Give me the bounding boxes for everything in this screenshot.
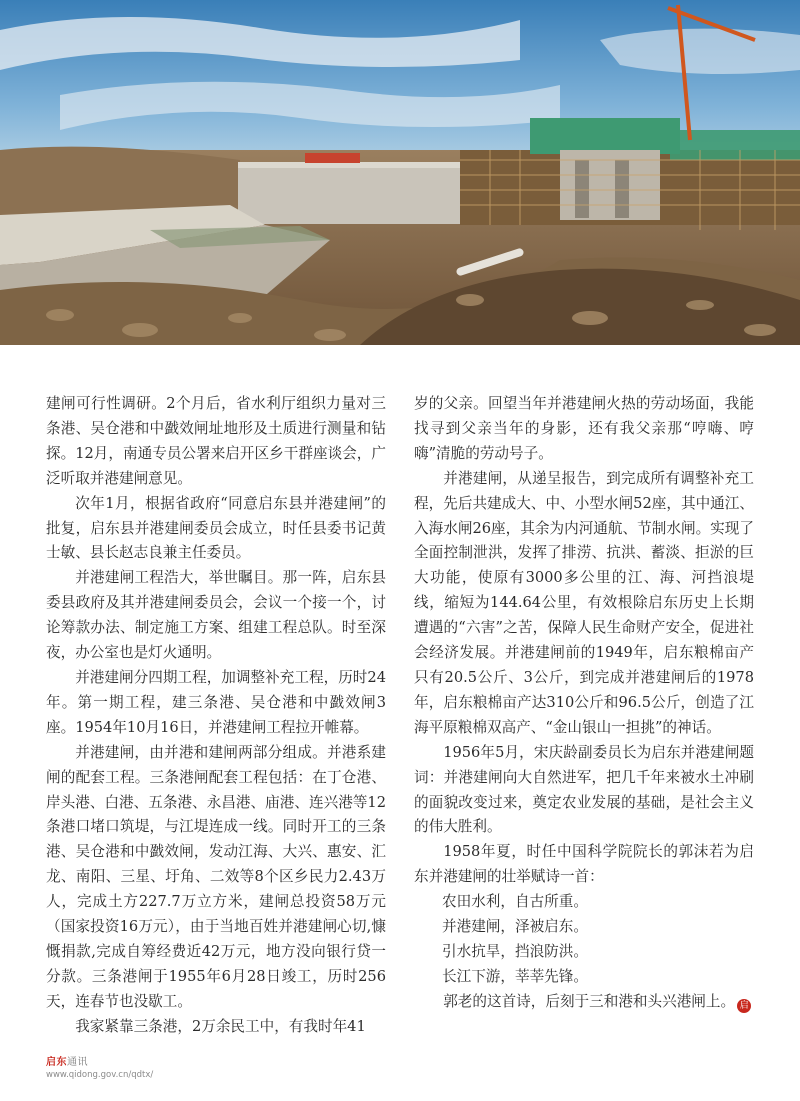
article-paragraph: 并港建闸分四期工程，加调整补充工程，历时24年。第一期工程，建三条港、吴仓港和中戤效闸3座。1954年10月16日，并港建闸工程拉开帷幕。 (46, 668, 386, 736)
poem-line: 并港建闸，泽被启东。 (442, 918, 588, 936)
article-column-right (414, 392, 754, 1015)
closing-paragraph (414, 990, 754, 1015)
article-paragraph: 岁的父亲。回望当年并港建闸火热的劳动场面，我能找寻到父亲当年的身影，还有我父亲那“哼嗨、哼嗨”清脆的劳动号子。 (414, 395, 754, 462)
article-paragraph: 1956年5月，宋庆龄副委员长为启东并港建闸题词：并港建闸向大自然进军，把几千年来被水土冲刷的面貌改变过来，奠定农业发展的基础，是社会主义的伟大胜利。 (414, 743, 754, 836)
brand-sub: 通讯 (67, 1057, 88, 1068)
article-column-left (46, 392, 386, 1040)
article-paragraph: 并港建闸，由并港和建闸两部分组成。并港系建闸的配套工程。三条港闸配套工程包括：在丁仓港、岸头港、白港、五条港、永昌港、庙港、连兴港等12条港口堵口筑堤，与江堤连成一线。同时开工的三条港、吴仓港和中戤效闸，发动江海、大兴、惠安、汇龙、南阳、三星、圩角、二效等8个区乡民力2.43万人，完成土方227.7万立方米，建闸总投资58万元（国家投资16万元），由于当地百姓并港建闸心切,慷慨捐款,完成自筹经费近42万元，地方没向银行贷一分款。三条港闸于1955年6月28日竣工，历时256天，连春节也没歇工。 (46, 743, 386, 1010)
magazine-brand (46, 1056, 153, 1069)
article-paragraph: 建闸可行性调研。2个月后，省水利厅组织力量对三条港、吴仓港和中戤效闸址地形及土质进行测量和钻探。12月，南通专员公署来启开区乡干群座谈会，广泛听取并港建闸意见。 (46, 395, 386, 487)
closing-text: 郭老的这首诗，后刻于三和港和头兴港闸上。 (443, 992, 736, 1010)
construction-site-illustration (0, 0, 800, 345)
poem-line: 长江下游，莘莘先锋。 (442, 967, 588, 985)
website-url: www.qidong.gov.cn/qdtx/ (46, 1070, 154, 1080)
end-mark-icon: 启 (737, 999, 751, 1013)
page-footer (46, 1056, 153, 1081)
construction-photo (0, 0, 800, 345)
article-paragraph: 并港建闸工程浩大，举世瞩目。那一阵，启东县委县政府及其并港建闸委员会，会议一个接一个，讨论筹款办法、制定施工方案、组建工程总队。时至深夜，办公室也是灯火通明。 (46, 569, 386, 662)
article-paragraph: 次年1月，根据省政府“同意启东县并港建闸”的批复，启东县并港建闸委员会成立，时任县委书记黄士敏、县长赵志良兼主任委员。 (46, 494, 386, 562)
poem-line: 引水抗旱，挡浪防洪。 (442, 942, 588, 960)
poem-line: 农田水利，自古所重。 (442, 893, 588, 911)
article-paragraph: 并港建闸，从递呈报告，到完成所有调整补充工程，先后共建成大、中、小型水闸52座，其中通江、入海水闸26座，其余为内河通航、节制水闸。实现了全面控制泄洪，发挥了排涝、抗洪、蓄淡、拒淤的巨大功能，使原有3000多公里的江、海、河挡浪堤线，缩短为144.64公里，有效根除启东历史上长期遭遇的“六害”之苦，保障人民生命财产安全，促进社会经济发展。并港建闸前的1949年，启东粮棉亩产只有20.5公斤、3公斤，到完成并港建闸后的1978年，启东粮棉亩产达310公斤和96.5公斤，创造了江海平原粮棉双高产、“金山银山一担挑”的神话。 (414, 469, 754, 736)
article-paragraph: 我家紧靠三条港，2万余民工中，有我时年41 (75, 1017, 366, 1035)
brand-main: 启东 (46, 1057, 67, 1068)
article-paragraph: 1958年夏，时任中国科学院院长的郭沫若为启东并港建闸的壮举赋诗一首： (414, 843, 754, 886)
